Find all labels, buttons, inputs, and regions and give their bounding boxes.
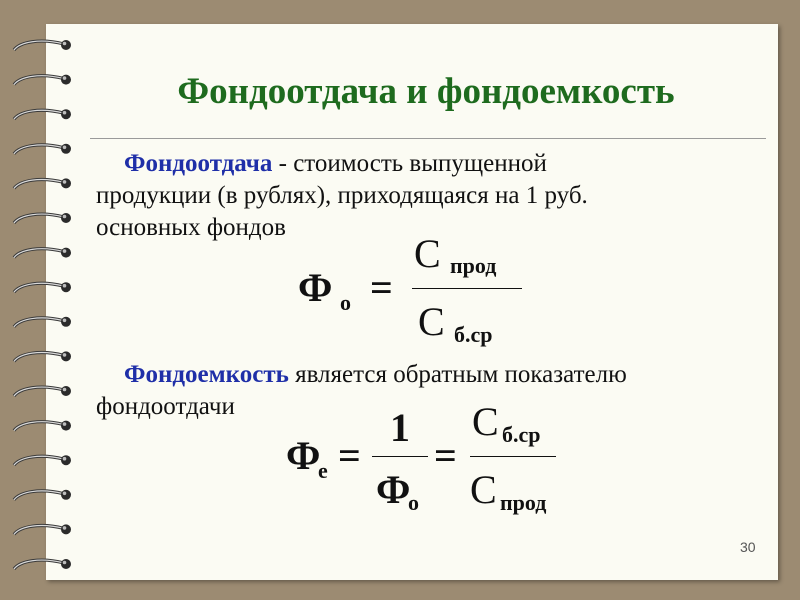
spiral-ring [14, 282, 71, 292]
spiral-ring [14, 490, 71, 500]
para1-text-3: основных фондов [96, 214, 286, 241]
formula2-denominator-2-sub: прод [500, 490, 547, 515]
spiral-ring [14, 351, 71, 361]
para1-text-1: - стоимость выпущенной [272, 150, 547, 177]
term-fondootdacha: Фондоотдача [124, 150, 273, 177]
formula2-equals-2: = [434, 433, 457, 478]
formula2-lhs-sub: е [318, 458, 328, 483]
formula2-fraction-bar-1 [372, 456, 428, 457]
spiral-ring [14, 144, 71, 154]
formula2-denominator-1: Ф [376, 467, 411, 512]
spiral-ring [14, 248, 71, 258]
formula2-denominator-1-sub: о [408, 490, 419, 515]
definition-paragraph-2 [96, 359, 766, 423]
slide-title: Фондоотдача и фондоемкость [177, 71, 675, 112]
formula1-lhs: Ф [298, 265, 333, 310]
formula1-denominator: С [418, 299, 445, 344]
term-fondoemkost: Фондоемкость [124, 361, 289, 388]
formula1-equals: = [370, 265, 393, 310]
formula1-numerator-sub: прод [450, 253, 497, 278]
para2-text-1: является обратным показателю [288, 361, 627, 388]
formula1-numerator: С [414, 231, 441, 276]
formula2-numerator-2: С [472, 399, 499, 444]
formula2-fraction-bar-2 [470, 456, 556, 457]
spiral-ring [14, 455, 71, 465]
spiral-ring [14, 178, 71, 188]
spiral-ring [14, 421, 71, 431]
formula1-lhs-sub: о [340, 290, 351, 315]
formula1-fraction-bar [412, 288, 522, 289]
formula1-denominator-sub: б.ср [454, 322, 493, 347]
spiral-ring [14, 524, 71, 534]
formula2-denominator-2: С [470, 467, 497, 512]
para1-text-2: продукции (в рублях), приходящаяся на 1 руб. [96, 182, 588, 209]
spiral-ring [14, 317, 71, 327]
formula2-numerator-1: 1 [390, 405, 410, 450]
spiral-ring [14, 213, 71, 223]
para2-text-2: фондоотдачи [96, 393, 235, 420]
page-number: 30 [740, 539, 756, 555]
formula2-equals-1: = [338, 433, 361, 478]
spiral-ring [14, 386, 71, 396]
formula2-lhs: Ф [286, 433, 321, 478]
formula2-numerator-2-sub: б.ср [502, 422, 541, 447]
spiral-ring [14, 40, 71, 50]
title-divider [90, 138, 766, 139]
spiral-ring [14, 559, 71, 569]
